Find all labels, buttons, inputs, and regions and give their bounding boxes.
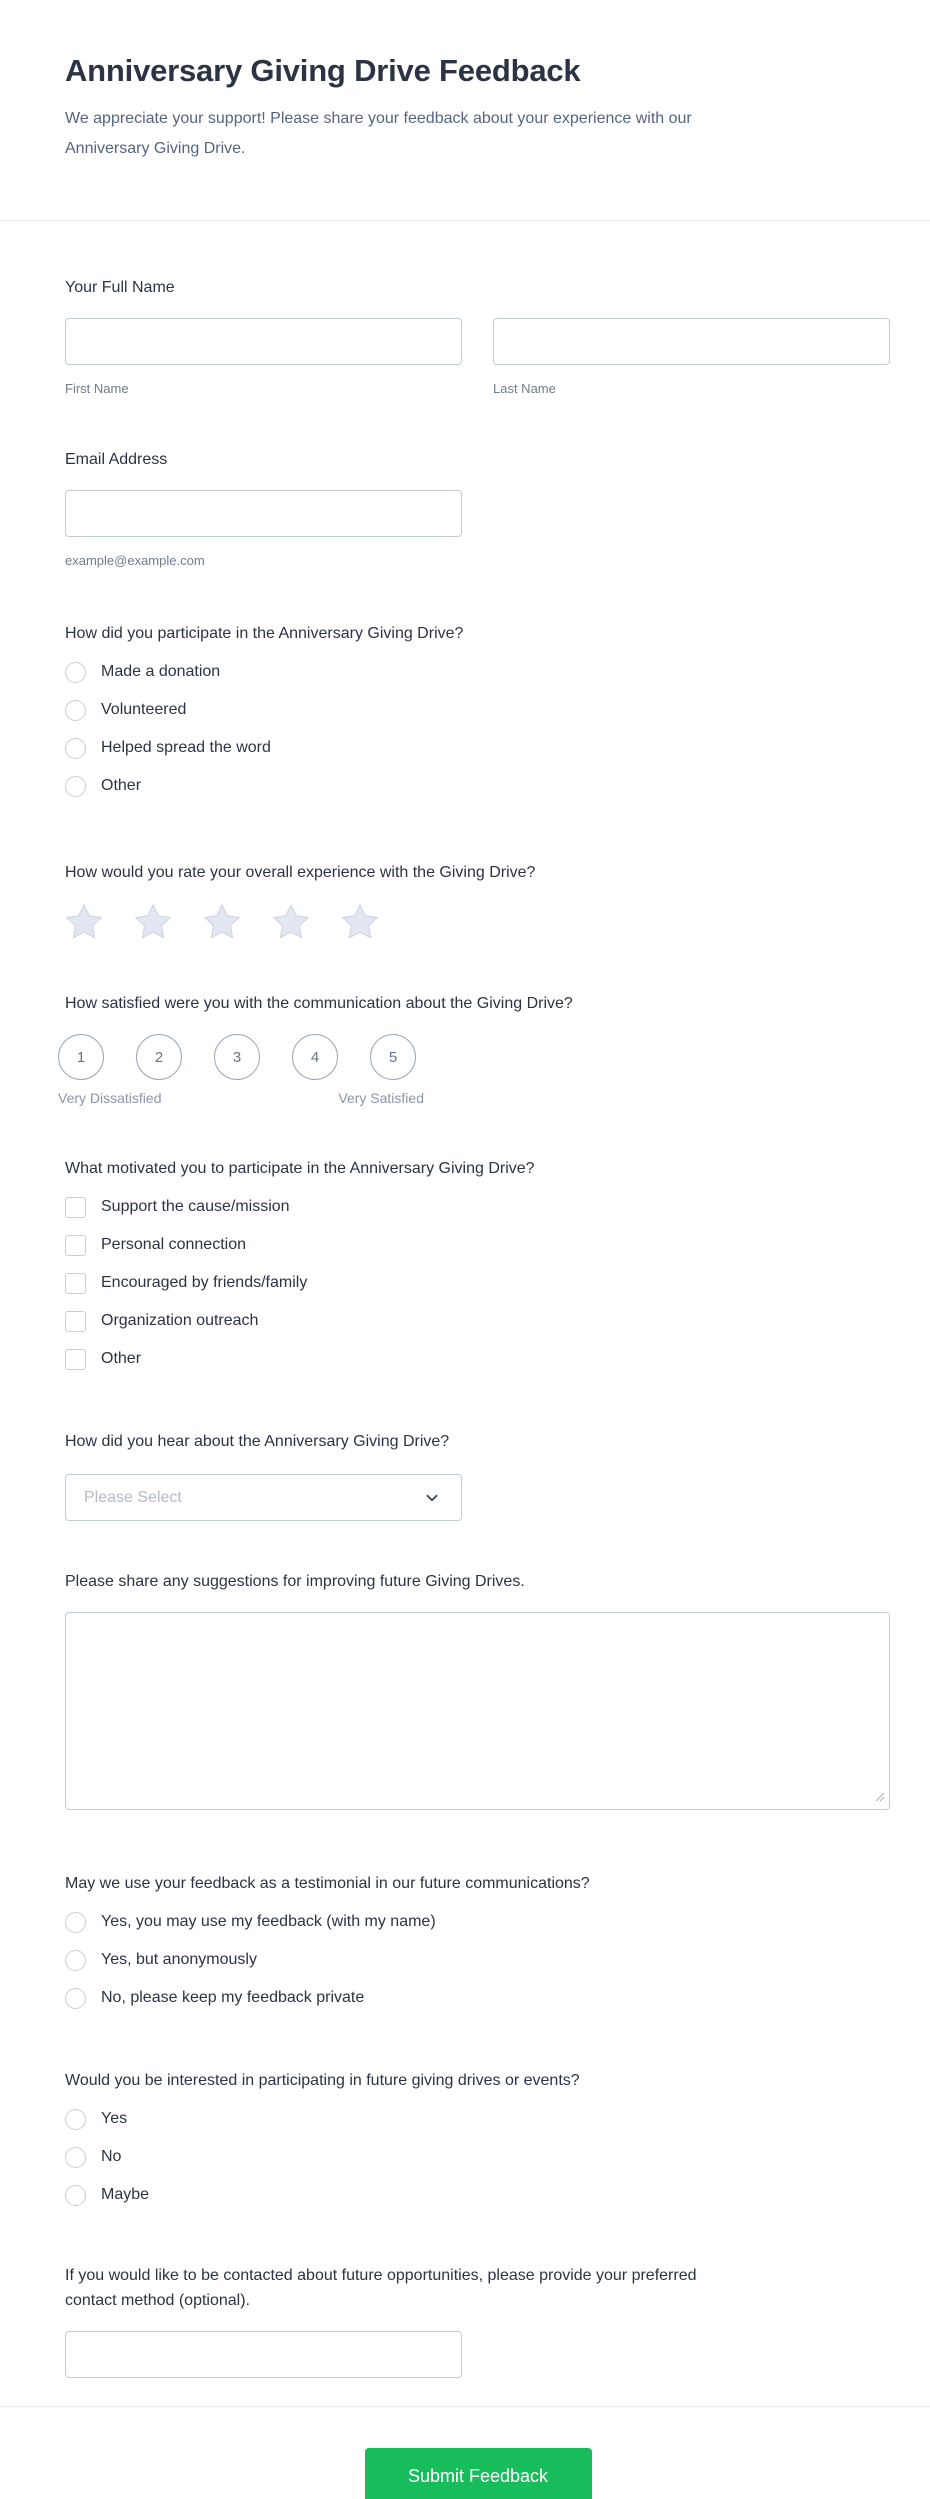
scale-left-label: Very Dissatisfied	[58, 1090, 162, 1106]
option-label: Made a donation	[101, 663, 221, 680]
option-label: Support the cause/mission	[101, 1198, 290, 1215]
scale-labels	[58, 1090, 424, 1106]
submit-button[interactable]: Submit Feedback	[365, 2448, 592, 2499]
question-overall-rating	[65, 860, 890, 941]
testimonial-label: May we use your feedback as a testimonial in our future communications?	[65, 1875, 590, 1892]
option-label: Other	[101, 1350, 142, 1367]
star-icon[interactable]	[134, 903, 172, 941]
scale-option-3[interactable]: 3	[214, 1034, 260, 1080]
radio-option[interactable]	[65, 1948, 890, 1972]
participation-label: How did you participate in the Anniversary Giving Drive?	[65, 625, 464, 642]
scale-option-2[interactable]: 2	[136, 1034, 182, 1080]
option-label: Yes	[101, 2110, 128, 2127]
star-icon[interactable]	[272, 903, 310, 941]
radio-option[interactable]	[65, 660, 890, 684]
communication-label: How satisfied were you with the communication about the Giving Drive?	[65, 995, 573, 1012]
option-label: Yes, but anonymously	[101, 1951, 257, 1968]
email-input[interactable]	[65, 490, 462, 537]
option-label: Helped spread the word	[101, 739, 271, 756]
email-sublabel: example@example.com	[65, 553, 205, 568]
radio-button-icon[interactable]	[65, 1950, 86, 1971]
select-placeholder: Please Select	[84, 1488, 182, 1506]
contact-method-input[interactable]	[65, 2331, 462, 2378]
question-contact-method	[65, 2263, 890, 2378]
radio-option[interactable]	[65, 2145, 890, 2169]
option-label: Encouraged by friends/family	[101, 1274, 308, 1291]
checkbox-icon[interactable]	[65, 1349, 86, 1370]
overall-rating-label: How would you rate your overall experience with the Giving Drive?	[65, 864, 536, 881]
email-row	[65, 490, 890, 569]
question-hear-about	[65, 1429, 890, 1521]
checkbox-option[interactable]	[65, 1195, 890, 1219]
radio-button-icon[interactable]	[65, 1912, 86, 1933]
option-label: No, please keep my feedback private	[101, 1989, 365, 2006]
checkbox-option[interactable]	[65, 1271, 890, 1295]
checkbox-option[interactable]	[65, 1347, 890, 1371]
question-communication	[58, 991, 890, 1106]
option-label: Yes, you may use my feedback (with my name)	[101, 1913, 436, 1930]
field-full-name	[65, 275, 890, 397]
scale-option-4[interactable]: 4	[292, 1034, 338, 1080]
question-motivation	[65, 1156, 890, 1371]
radio-button-icon[interactable]	[65, 2185, 86, 2206]
motivation-label: What motivated you to participate in the Anniversary Giving Drive?	[65, 1160, 535, 1177]
testimonial-options	[65, 1910, 890, 2010]
radio-button-icon[interactable]	[65, 776, 86, 797]
suggestions-textarea-wrap	[65, 1612, 890, 1815]
radio-button-icon[interactable]	[65, 2109, 86, 2130]
future-interest-label: Would you be interested in participating in future giving drives or events?	[65, 2072, 580, 2089]
last-name-input[interactable]	[493, 318, 890, 365]
checkbox-icon[interactable]	[65, 1235, 86, 1256]
field-email	[65, 447, 890, 569]
checkbox-option[interactable]	[65, 1233, 890, 1257]
option-label: Other	[101, 777, 142, 794]
radio-option[interactable]	[65, 736, 890, 760]
first-name-sublabel: First Name	[65, 381, 129, 396]
option-label: Organization outreach	[101, 1312, 259, 1329]
name-row	[65, 318, 890, 397]
contact-method-label: If you would like to be contacted about future opportunities, please provide your preferred contact method (optional).	[65, 2267, 697, 2309]
scale-right-label: Very Satisfied	[338, 1090, 424, 1106]
radio-button-icon[interactable]	[65, 700, 86, 721]
scale-option-5[interactable]: 5	[370, 1034, 416, 1080]
scale-rating	[58, 1034, 890, 1080]
star-icon[interactable]	[203, 903, 241, 941]
last-name-column	[493, 318, 890, 397]
scale-option-1[interactable]: 1	[58, 1034, 104, 1080]
form-subtitle: We appreciate your support! Please share your feedback about your experience with our Anniversary Giving Drive.	[65, 110, 692, 157]
radio-option[interactable]	[65, 698, 890, 722]
form-header	[0, 0, 930, 221]
option-label: No	[101, 2148, 122, 2165]
radio-option[interactable]	[65, 2107, 890, 2131]
radio-option[interactable]	[65, 2183, 890, 2207]
first-name-column	[65, 318, 462, 397]
checkbox-option[interactable]	[65, 1309, 890, 1333]
motivation-options	[65, 1195, 890, 1371]
radio-button-icon[interactable]	[65, 2147, 86, 2168]
email-column	[65, 490, 462, 569]
resize-handle-icon[interactable]	[875, 1789, 885, 1807]
radio-button-icon[interactable]	[65, 662, 86, 683]
question-future-interest	[65, 2068, 890, 2207]
checkbox-icon[interactable]	[65, 1273, 86, 1294]
option-label: Maybe	[101, 2186, 150, 2203]
radio-option[interactable]	[65, 1986, 890, 2010]
hear-about-label: How did you hear about the Anniversary Giving Drive?	[65, 1433, 450, 1450]
chevron-down-icon	[423, 1489, 441, 1507]
first-name-input[interactable]	[65, 318, 462, 365]
last-name-sublabel: Last Name	[493, 381, 556, 396]
question-suggestions	[65, 1569, 890, 1815]
star-icon[interactable]	[341, 903, 379, 941]
page-title: Anniversary Giving Drive Feedback	[65, 53, 581, 88]
option-label: Personal connection	[101, 1236, 246, 1253]
hear-about-select[interactable]	[65, 1474, 462, 1521]
form-footer	[0, 2407, 930, 2499]
participation-options	[65, 660, 890, 798]
radio-button-icon[interactable]	[65, 738, 86, 759]
checkbox-icon[interactable]	[65, 1311, 86, 1332]
star-rating	[65, 903, 890, 941]
question-testimonial	[65, 1871, 890, 2010]
full-name-label: Your Full Name	[65, 279, 175, 296]
suggestions-textarea[interactable]	[65, 1612, 890, 1810]
email-label: Email Address	[65, 451, 168, 468]
option-label: Volunteered	[101, 701, 187, 718]
radio-button-icon[interactable]	[65, 1988, 86, 2009]
form-body	[0, 221, 930, 2407]
radio-option[interactable]	[65, 774, 890, 798]
question-participation	[65, 621, 890, 798]
radio-option[interactable]	[65, 1910, 890, 1934]
star-icon[interactable]	[65, 903, 103, 941]
checkbox-icon[interactable]	[65, 1197, 86, 1218]
future-interest-options	[65, 2107, 890, 2207]
suggestions-label: Please share any suggestions for improving future Giving Drives.	[65, 1573, 525, 1590]
